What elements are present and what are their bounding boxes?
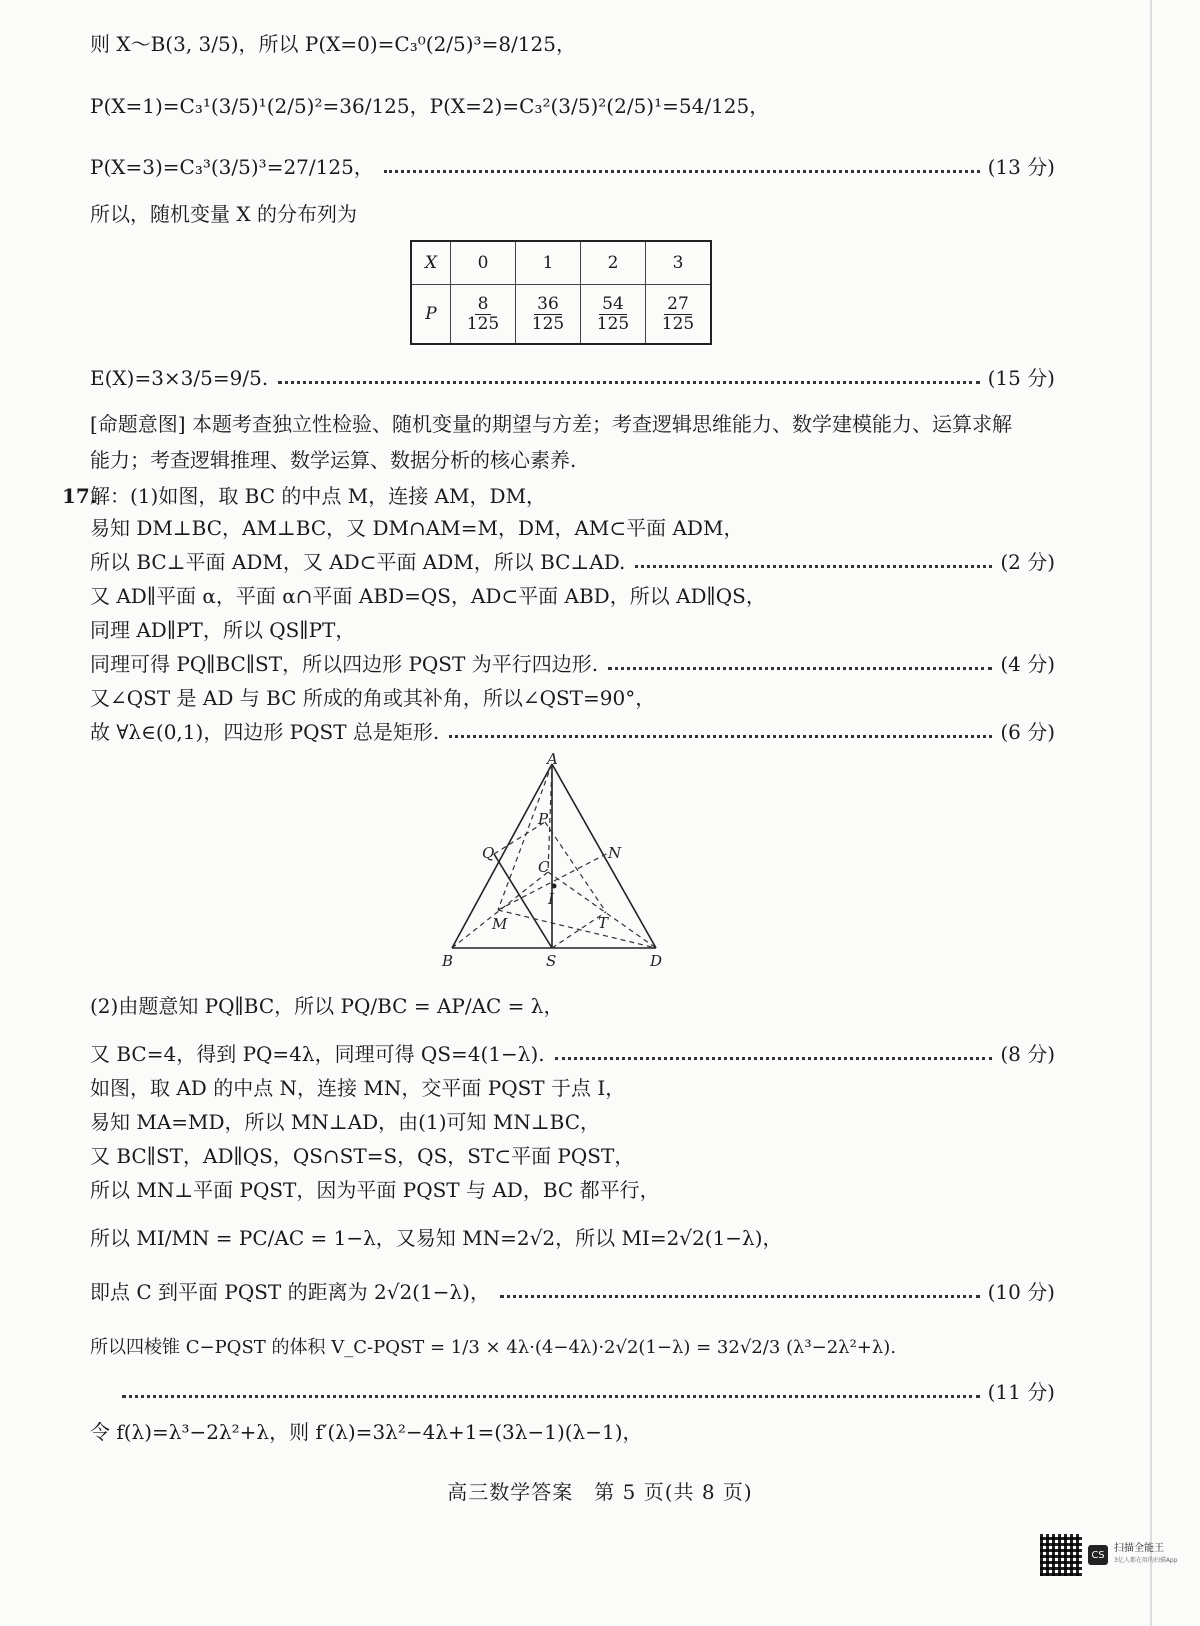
text-line-scored: 即点 C 到平面 PQST 的距离为 2√2(1−λ)， (10 分) [90, 1280, 1055, 1304]
leader-dots [449, 735, 992, 738]
text-line-scored: 所以 BC⊥平面 ADM，又 AD⊂平面 ADM，所以 BC⊥AD. (2 分) [90, 550, 1055, 574]
text-line: [命题意图] 本题考查独立性检验、随机变量的期望与方差；考查逻辑思维能力、数学建模能力、运算求解 [90, 412, 1012, 436]
score: (8 分) [1000, 1042, 1055, 1066]
qr-code-icon [1040, 1534, 1082, 1576]
label-Q: Q [482, 844, 495, 862]
table-cell: $\frac{8}{125}$ [451, 285, 516, 345]
text-line: 所以，随机变量 X 的分布列为 [90, 202, 357, 226]
tetrahedron-figure [430, 752, 680, 972]
text-line-scored: 故 ∀λ∈(0,1)，四边形 PQST 总是矩形. (6 分) [90, 720, 1055, 744]
table-cell: 1 [516, 241, 581, 285]
table-cell: X [411, 241, 451, 285]
score: (2 分) [1000, 550, 1055, 574]
page-edge [1150, 0, 1152, 1626]
score: (4 分) [1000, 652, 1055, 676]
label-N: N [608, 844, 622, 862]
scanner-watermark [1040, 1530, 1190, 1580]
text-line: 又 AD∥平面 α，平面 α∩平面 ABD=QS，AD⊂平面 ABD，所以 AD∥QS， [90, 584, 766, 608]
leader-dots [608, 667, 992, 670]
leader-dots [122, 1395, 980, 1398]
text-line-scored: E(X)=3×3/5=9/5. (15 分) [90, 366, 1055, 390]
score: (13 分) [987, 155, 1055, 179]
leader-dots [635, 565, 992, 568]
edge-AM [498, 764, 552, 910]
text-line: 所以四棱锥 C−PQST 的体积 V_C-PQST = 1/3 × 4λ·(4−4λ)·2√2(1−λ) = 32√2/3 (λ³−2λ²+λ). [90, 1337, 897, 1358]
text-line: 如图，取 AD 的中点 N，连接 MN，交平面 PQST 于点 I， [90, 1076, 626, 1100]
leader-dots [500, 1295, 980, 1298]
label-S: S [546, 952, 557, 970]
score: (6 分) [1000, 720, 1055, 744]
text-line-scored: 同理可得 PQ∥BC∥ST，所以四边形 PQST 为平行四边形. (4 分) [90, 652, 1055, 676]
label-M: M [492, 915, 508, 933]
leader-dots [384, 170, 980, 173]
table-cell: 3 [646, 241, 712, 285]
label-C: C [538, 858, 550, 876]
distribution-table [410, 240, 712, 345]
text-line: 所以 MN⊥平面 PQST，因为平面 PQST 与 AD，BC 都平行， [90, 1178, 660, 1202]
score: (10 分) [987, 1280, 1055, 1304]
page-footer: 高三数学答案 第 5 页(共 8 页) [447, 1480, 753, 1504]
score: (15 分) [987, 366, 1055, 390]
text-line: 能力；考查逻辑推理、数学运算、数据分析的核心素养. [90, 448, 577, 472]
edge-CD [548, 872, 656, 948]
text-line: 解：(1)如图，取 BC 的中点 M，连接 AM，DM， [90, 484, 547, 508]
label-I: I [548, 890, 554, 908]
text-line-scored [122, 1378, 1055, 1406]
table-cell: 0 [451, 241, 516, 285]
table-cell: 2 [581, 241, 646, 285]
text-line: (2)由题意知 PQ∥BC，所以 PQ/BC = AP/AC = λ， [90, 994, 564, 1018]
text-line: 又∠QST 是 AD 与 BC 所成的角或其补角，所以∠QST=90°， [90, 686, 656, 710]
table-cell: $\frac{27}{125}$ [646, 285, 712, 345]
table-cell: $\frac{36}{125}$ [516, 285, 581, 345]
text-line: 又 BC∥ST，AD∥QS，QS∩ST=S，QS，ST⊂平面 PQST， [90, 1144, 635, 1168]
edge-MN [498, 852, 610, 910]
leader-dots [278, 381, 979, 384]
text-line-scored: P(X=3)=C₃³(3/5)³=27/125， (13 分) [90, 155, 1055, 179]
text-line: 同理 AD∥PT，所以 QS∥PT， [90, 618, 356, 642]
label-A: A [547, 752, 558, 768]
label-P: P [538, 810, 549, 828]
point-I [552, 884, 557, 889]
leader-dots [555, 1057, 993, 1060]
edge-PT [545, 822, 606, 912]
score: (11 分) [987, 1380, 1055, 1404]
text-line: 易知 DM⊥BC，AM⊥BC，又 DM∩AM=M，DM，AM⊂平面 ADM， [90, 516, 744, 540]
label-B: B [442, 952, 454, 970]
text-line: P(X=1)=C₃¹(3/5)¹(2/5)²=36/125，P(X=2)=C₃²(3/5)²(2/5)¹=54/125， [90, 94, 770, 118]
table-row [411, 241, 711, 285]
edge-MD [498, 910, 656, 948]
text-line: 易知 MA=MD，所以 MN⊥AD，由(1)可知 MN⊥BC， [90, 1110, 601, 1134]
problem-number: 17. [62, 484, 97, 508]
text-line: 令 f(λ)=λ³−2λ²+λ，则 f′(λ)=3λ²−4λ+1=(3λ−1)(λ−1)， [90, 1420, 643, 1444]
text-line-scored: 又 BC=4，得到 PQ=4λ，同理可得 QS=4(1−λ). (8 分) [90, 1042, 1055, 1066]
label-T: T [598, 914, 609, 932]
camscanner-logo-icon: CS [1088, 1545, 1108, 1565]
label-D: D [650, 952, 663, 970]
text-line: 则 X～B(3, 3/5)，所以 P(X=0)=C₃⁰(2/5)³=8/125， [90, 32, 576, 56]
text-line: 所以 MI/MN = PC/AC = 1−λ，又易知 MN=2√2，所以 MI=2√2(1−λ)， [90, 1226, 783, 1250]
watermark-text: 扫描全能王 3亿人都在用的扫描App [1114, 1543, 1178, 1564]
table-cell: $\frac{54}{125}$ [581, 285, 646, 345]
table-cell: P [411, 285, 451, 345]
table-row [411, 285, 711, 345]
